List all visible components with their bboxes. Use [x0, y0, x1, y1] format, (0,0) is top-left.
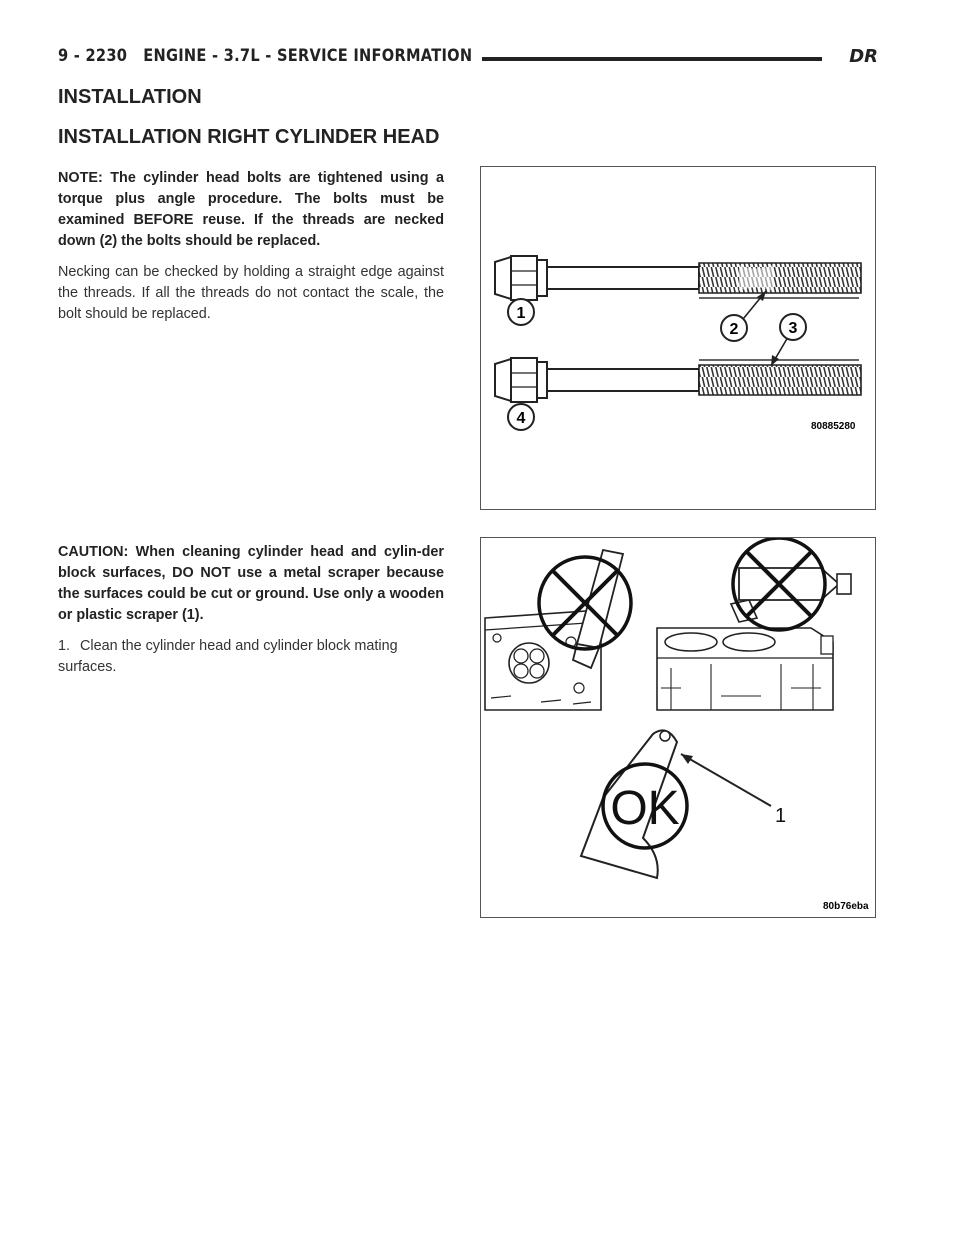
page-header: [58, 46, 878, 72]
svg-text:4: 4: [516, 410, 526, 427]
svg-text:3: 3: [788, 320, 798, 337]
ok-label: OK: [610, 782, 680, 835]
model-code: DR: [849, 46, 878, 67]
callout-1: 1: [775, 805, 787, 827]
figure-scraper: [480, 537, 876, 918]
caution-text: CAUTION: When cleaning cylinder head and cylin-der block surfaces, DO NOT use a metal scraper because the surfaces could be cut or ground. Use only a wooden or plastic scraper (1).: [58, 544, 444, 623]
header-title: [58, 46, 472, 66]
plastic-scraper-ok: [581, 730, 687, 878]
bolt-good: [495, 358, 861, 402]
necking-paragraph: Necking can be checked by holding a straight edge against the threads. If all the threads do not contact the scale, the bolt should be replaced.: [58, 264, 444, 322]
cylinder-block-right: [657, 628, 833, 710]
figure-id: 80885280: [811, 421, 856, 432]
bolt-necked: [495, 256, 861, 300]
header-rule: [482, 57, 822, 61]
heading-right-cylinder-head: INSTALLATION RIGHT CYLINDER HEAD: [58, 126, 440, 148]
page-reference: 9 - 2230: [58, 46, 128, 66]
figure-bolt-necking: [480, 166, 876, 510]
svg-text:2: 2: [729, 321, 739, 338]
heading-installation: INSTALLATION: [58, 86, 202, 108]
section-title: ENGINE - 3.7L - SERVICE INFORMATION: [143, 46, 473, 66]
svg-text:1: 1: [516, 305, 526, 322]
note-text: NOTE: The cylinder head bolts are tightened using a torque plus angle procedure. The bolts must be examined BEFORE reuse. If the threads are necked down (2) the bolts should be replaced.: [58, 170, 444, 249]
scraper-illustration: [481, 538, 875, 917]
bolt-illustration: [481, 167, 875, 509]
step-text: Clean the cylinder head and cylinder block mating surfaces.: [58, 638, 398, 675]
step-number: 1.: [58, 638, 71, 654]
figure-id: 80b76eba: [823, 901, 869, 912]
step-1: [58, 636, 444, 678]
